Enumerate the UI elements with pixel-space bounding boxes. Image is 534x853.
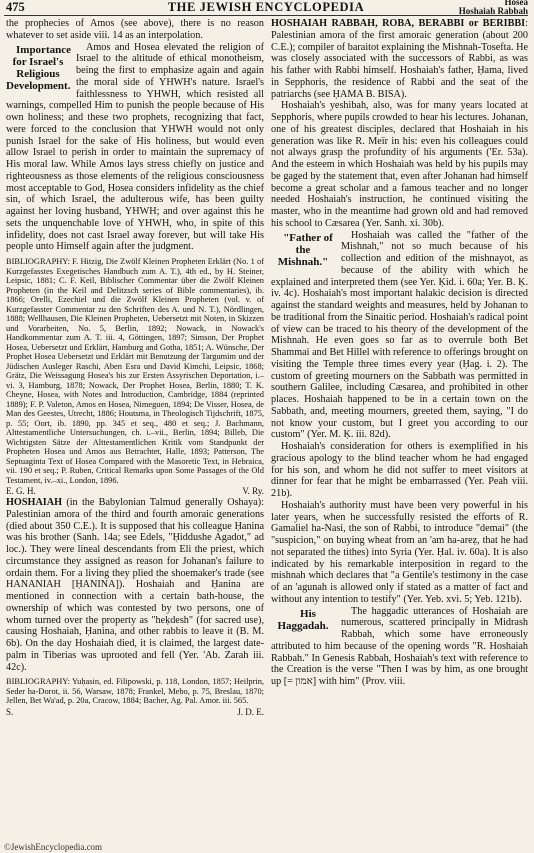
paragraph: "Father of the Mishnah." Hoshaiah was called the "father of the Mishnah," not so much because of his collection and edition of the mishnayot, as because of the ability with which he explained and interpreted them (see Yer. Ḳid. i. 60a; Yer. B. Ḳ. iv. 4c). Hoshaiah's most important halakic decision is directed against the standard weights and measures, held by Johanan to be traditional from the Sinaitic period. Hoshaiah's radical point of view can be traced to his theory of the development of the Mishnah. He even goes so far as to overrule both Bet Shammai and Bet Hillel with reference to offerings brought on visiting the Temple three times every year (Ḥag. i. 2). The custom of greeting mourners on the Sabbath was permitted in southern Galilee, including Cæsarea, and prohibited in other places. Hoshaiah happened to be in a certain town on the Sabbath, and, meeting mourners, greeted them, saying, "I do not know your custom, but I greet you according to our custom" (Yer. M. Ḳ. iii. 82d).: [271, 229, 528, 441]
paragraph: His Haggadah. The haggadic utterances of Hoshaiah are numerous, scattered principally in Midrash Rabbah, which some have erroneously attributed to him because of the opening words "R. Hoshaiah Rabbah." In Genesis Rabbah, Hoshaiah's text with reference to the Creation is the verse "Then I was by him, as one brought up [= אמון] with him" (Prov. viii.: [271, 605, 528, 687]
entry-title: HOSHAIAH RABBAH, ROBA, BERABBI or BERIBBI: [271, 18, 526, 29]
left-column: [6, 18, 264, 718]
page-number: 475: [6, 0, 25, 14]
article-hoshaiah-rabbah: HOSHAIAH RABBAH, ROBA, BERABBI or BERIBBI: Palestinian amora of the first amoraic generation (about 200 C.E.); compiler of baraitot explaining the Mishnah-Tosefta. He was closely associated with the successors of Rabbi, as was his father with Rabbi himself. Hoshaiah's father, Ḥama, lived in Sepphoris, the residence of Rabbi and the seat of the patriarchs (see ḤAMA B. BISA).: [271, 18, 528, 100]
bibliography: BIBLIOGRAPHY: Yuḥasin, ed. Filipowski, p. 118, London, 1857; Heilprin, Seder ha-Dorot, ii. 56, Warsaw, 1878; Frankel, Mebo, p. 75, Breslau, 1870; Jellen, Bet Wa'ad, p. 20a, Cracow, 1884; Bacher, Ag. Pal. Amor. iii. 565.: [6, 677, 264, 706]
headword-first: Hosea: [504, 0, 528, 7]
right-column: [271, 18, 528, 688]
headword-last: Hoshaiah Rabbah: [458, 6, 528, 16]
page-header: [4, 0, 528, 16]
paragraph: the prophecies of Amos (see above), there is no reason whatever to set aside viii. 14 as an interpolation.: [6, 18, 264, 41]
running-title: THE JEWISH ENCYCLOPEDIA: [167, 0, 365, 14]
paragraph: Hoshaiah's authority must have been very powerful in his later years, when he successfully resisted the efforts of R. Gamaliel ha-Nasi, the son of Rabbi, to introduce "demai" (the "suspicion," on buying wheat from an 'am ha-areẓ, that he had not separated the tithes) into Syria (Yer. Ḥal. iv. 60a). It is also indicated by his remarkable interposition in regard to the mishnah which declares that "a Gentile's testimony in the case of an 'agunah is allowed only if stated as a matter of fact and without any intention to testify" (Yer. Yeb. xvi. 5; Yeb. 121b).: [271, 499, 528, 605]
signature: E. G. H. V. Ry.: [6, 486, 264, 496]
copyright-footer: ©JewishEncyclopedia.com: [4, 842, 103, 852]
paragraph: Hoshaiah's yeshibah, also, was for many years located at Sepphoris, where pupils crowded to hear his lectures. Johanan, one of his greatest disciples, declared that Hoshaiah in his generation was like R. Meïr in his: even his colleagues could not always grasp the profundity of his arguments ('Er. 53a). And the esteem in which Hoshaiah was held by his pupils may be gaged by the statement that, even after Johanan had himself become a great scholar and a famous teacher and no longer needed Hoshaiah's instruction, he continued visiting the master, who in the meantime had grown old and had removed his school to Cæsarea (Yer. Sanh. xi. 30b).: [271, 100, 528, 229]
side-heading: "Father of the Mishnah.": [277, 231, 333, 268]
side-heading: His Haggadah.: [277, 607, 329, 632]
bibliography: BIBLIOGRAPHY: F. Hitzig, Die Zwölf Kleinen Propheten Erklärt (No. 1 of Kurzgefasstes Exegetisches Handbuch zum A. T.), 4th ed., by H. Steiner, Leipsic, 1881; C. F. Keil, Biblischer Commentar über die Zwölf Kleinen Propheten (in the Keil and Delitzsch series of Bible commentaries), ib. 1866; Orelli, Ezechiel und die Zwölf Kleinen Propheten (vol. v. of Kurzgefasster Commentar zu den Schriften des A. und N. T.), Nördlingen, 1888; Wellhausen, Die Kleinen Propheten, Uebersetzt mit Noten, in Skizzen und Vorarbeiten, No. 5, Berlin, 1892; Nowack, in Nowack's Handkommentar zum A. T. iii. 4, Göttingen, 1897; Simson, Der Prophet Hosea, Uebersetzt und Erklärt, Hamburg and Gotha, 1851; A. Wünsche, Der Prophet Hosea Uebersetzt und Erklärt mit Benutzung der Targumim und der Jüdischen Ausleger Raschi, Aben Esra und David Kimchi, Leipsic, 1868; Grätz, Die Weissagung Hosea's bis zur Ersten Assyrischen Deportation, i.–vi. 3, Hamburg, 1878; Nowack, Der Prophet Hosea, Berlin, 1880; T. K. Cheyne, Hosea, with Notes and Introduction, Cambridge, 1884 (reprinted 1889); F. P. Valeton, Amos en Hosea, Nimeguen, 1894; De Visser, Hosea, de Man des Geestes, Utrecht, 1886; Houtsma, in Theologisch Tijdschrift, 1875, p. 55; Oort, ib. 1890, pp. 345 et seq., 480 et seq.; J. Bachmann, Alttestamentliche Untersuchungen, ch. i.–vii., Berlin, 1894; Billeb, Die Wichtigsten Sätze der Alttestamentlichen Kritik vom Standpunkt der Propheten Hosea und Amos aus Betrachtet, Halle, 1893; Patterson, The Septuaginta Text of Hosea Compared with the Masoretic Text, in Hebraica, vii. 190 et seq.; P. Ruben, Critical Remarks upon Some Passages of the Old Testament, iv.–xi., London, 1896.: [6, 257, 264, 485]
paragraph: Hoshaiah's consideration for others is exemplified in his gracious apology to the blind teacher whom he had engaged for his son, and whom he did not suffer to meet visitors at dinner for fear that he might be embarrassed (Yer. Peah viii. 21b).: [271, 441, 528, 499]
headwords: [459, 0, 528, 16]
signature: S. J. D. E.: [6, 706, 264, 717]
article-hoshaiah: HOSHAIAH (in the Babylonian Talmud generally Oshaya): Palestinian amora of the third and fourth amoraic generations (died about 350 C.E.). It is supposed that his colleague Ḥanina was his brother (Sanh. 14a; see Edels, "Ḥiddushe Agadot," ad loc.). They were lineal descendants from Eli the priest, which circumstance they assigned as reason for Johanan's failure to ordain them. For a living they plied the shoemaker's trade (see HANANIAH [ḤANINA]). Hoshaiah and Ḥanina are mentioned in connection with a certain bath-house, the ownership of which was contested by two persons, one of whom turned over the property as "heḳdesh" (for sacred use), causing Hoshaiah, Ḥanina, and other rabbis to leave it (B. M. 6b). On the day Hoshaiah died, it is claimed, the largest date-palm in Tiberias was uprooted and fell (Yer. 'Ab. Zarah iii. 42c).: [6, 497, 264, 673]
side-heading: Importance for Israel's Religious Development.: [6, 43, 71, 92]
entry-title: HOSHAIAH: [6, 497, 63, 508]
paragraph: Importance for Israel's Religious Development. Amos and Hosea elevated the religion of Israel to the altitude of ethical monotheism, being the first to emphasize again and again the moral side of YHWH's nature. Israel's faithlessness to YHWH, which resisted all warnings, compelled Him to punish the people because of His own holiness; and these two prophets, recognizing that fact, were forced to the conclusion that YHWH would not only punish Israel for the sake of His holiness, but would even allow Israel to perish in order to maintain the supremacy of His moral law. While Amos lays stress chiefly on justice and righteousness as those elements of the religious consciousness most acceptable to God, Hosea considers infidelity as the chief sin, of which Israel, the adulterous wife, has been guilty against her loving husband, YHWH; and over against this he sets the unquenchable love of YHWH, who, in spite of this infidelity, does not cast Israel away forever, but will take His people unto Himself again after the judgment.: [6, 41, 264, 253]
